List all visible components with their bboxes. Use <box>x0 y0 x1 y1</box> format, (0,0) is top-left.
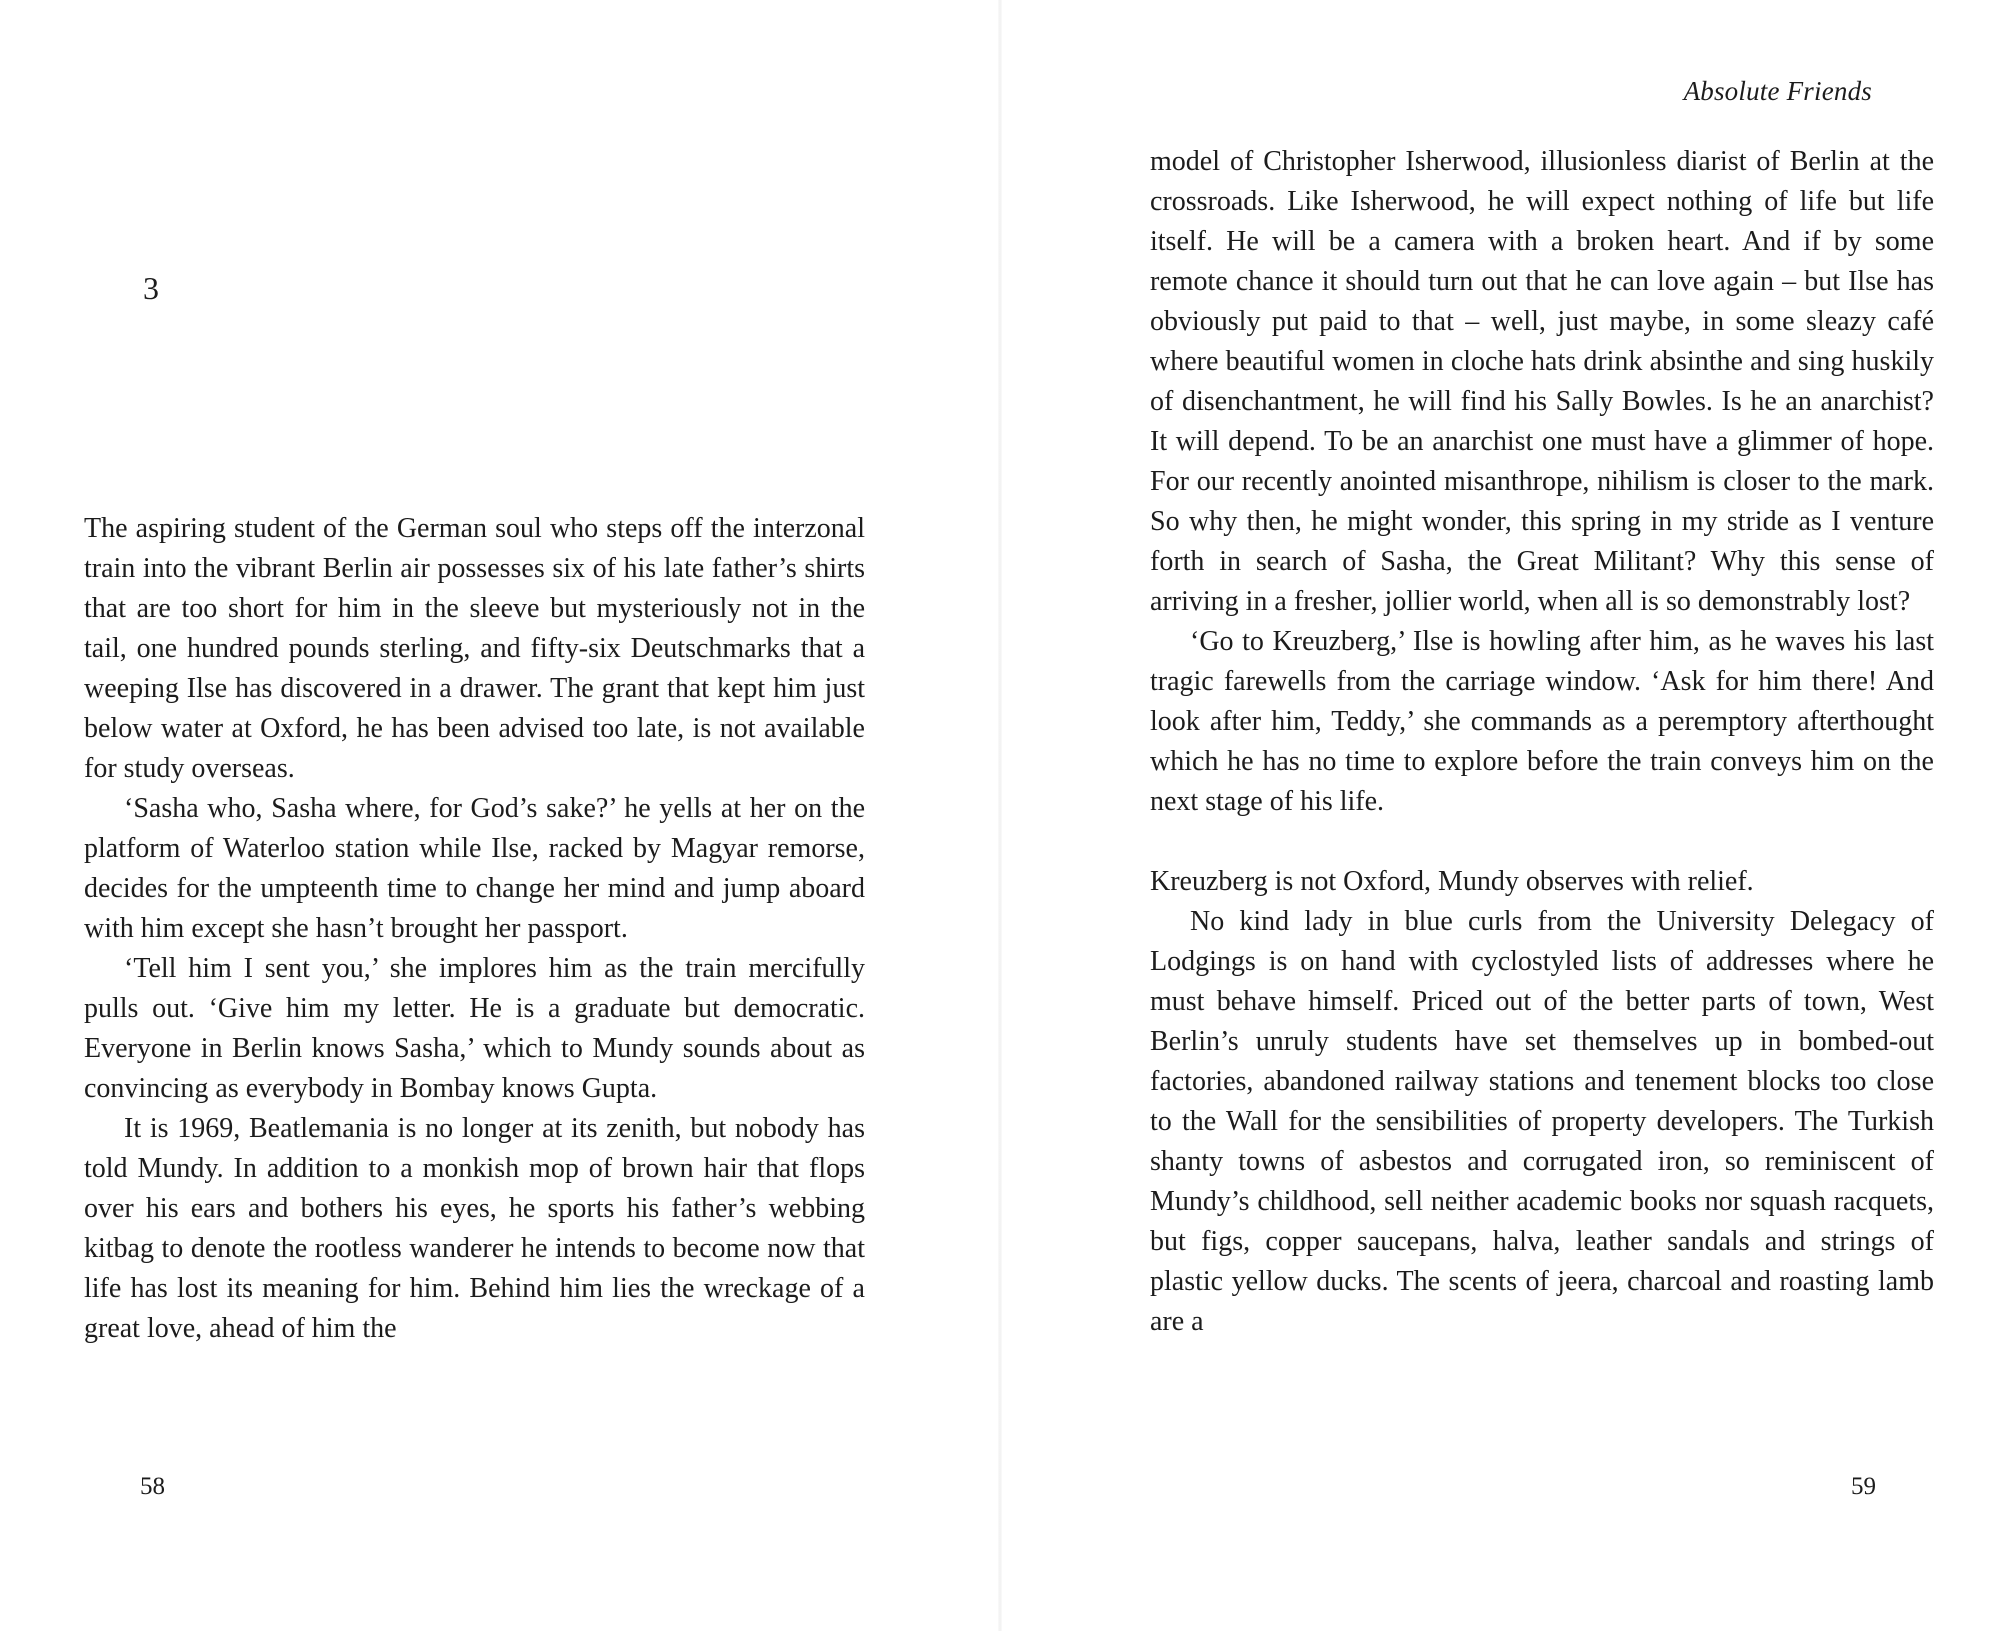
right-page-text <box>1150 142 1934 1342</box>
paragraph: ‘Go to Kreuzberg,’ Ilse is howling after him, as he waves his last tragic farewells from the carriage window. ‘Ask for him there! And look after him, Teddy,’ she commands as a peremptory afterthought which he has no time to explore before the train conveys him on the next stage of his life. <box>1150 626 1934 817</box>
paragraph: The aspiring student of the German soul who steps off the interzonal train into the vibrant Berlin air possesses six of his late father’s shirts that are too short for him in the sleeve but mysteriously not in the tail, one hundred pounds sterling, and fifty-six Deutschmarks that a weeping Ilse has discovered in a drawer. The grant that kept him just below water at Oxford, he has been advised too late, is not available for study overseas. <box>84 513 865 784</box>
paragraph: ‘Sasha who, Sasha where, for God’s sake?’ he yells at her on the platform of Waterloo station while Ilse, racked by Magyar remorse, decides for the umpteenth time to change her mind and jump aboard with him except she hasn’t brought her passport. <box>84 793 865 944</box>
paragraph: No kind lady in blue curls from the University Delegacy of Lodgings is on hand with cyclostyled lists of addresses where he must behave himself. Priced out of the better parts of town, West Berlin’s unruly students have set themselves up in bombed-out factories, abandoned railway stations and tenement blocks too close to the Wall for the sensibilities of property developers. The Turkish shanty towns of asbestos and corrugated iron, so reminiscent of Mundy’s childhood, sell neither academic books nor squash racquets, but figs, copper saucepans, halva, leather sandals and strings of plastic yellow ducks. The scents of jeera, charcoal and roasting lamb are a <box>1150 906 1934 1337</box>
chapter-number: 3 <box>143 270 159 306</box>
running-head: Absolute Friends <box>1683 76 1872 106</box>
paragraph: model of Christopher Isherwood, illusionless diarist of Berlin at the crossroads. Like Isherwood, he will expect nothing of life but life itself. He will be a camera with a broken heart. And if by some remote chance it should turn out that he can love again – but Ilse has obviously put paid to that – well, just maybe, in some sleazy café where beautiful women in cloche hats drink absinthe and sing huskily of disenchantment, he will find his Sally Bowles. Is he an anarchist? It will depend. To be an anarchist one must have a glimmer of hope. For our recently anointed misanthrope, nihilism is closer to the mark. So why then, he might wonder, this spring in my stride as I venture forth in search of Sasha, the Great Militant? Why this sense of arriving in a fresher, jollier world, when all is so demonstrably lost? <box>1150 146 1934 617</box>
left-page-text <box>84 509 865 1349</box>
paragraph: It is 1969, Beatlemania is no longer at its zenith, but nobody has told Mundy. In addition to a monkish mop of brown hair that flops over his ears and bothers his eyes, he sports his father’s webbing kitbag to denote the rootless wanderer he intends to become now that life has lost its meaning for him. Behind him lies the wreckage of a great love, ahead of him the <box>84 1113 865 1344</box>
paragraph: ‘Tell him I sent you,’ she implores him as the train mercifully pulls out. ‘Give him my letter. He is a graduate but democratic. Everyone in Berlin knows Sasha,’ which to Mundy sounds about as convincing as everybody in Bombay knows Gupta. <box>84 953 865 1104</box>
page-number-right: 59 <box>1851 1473 1876 1500</box>
paragraph: Kreuzberg is not Oxford, Mundy observes with relief. <box>1150 866 1754 897</box>
page-number-left: 58 <box>140 1473 165 1500</box>
right-page <box>1000 0 2000 1631</box>
